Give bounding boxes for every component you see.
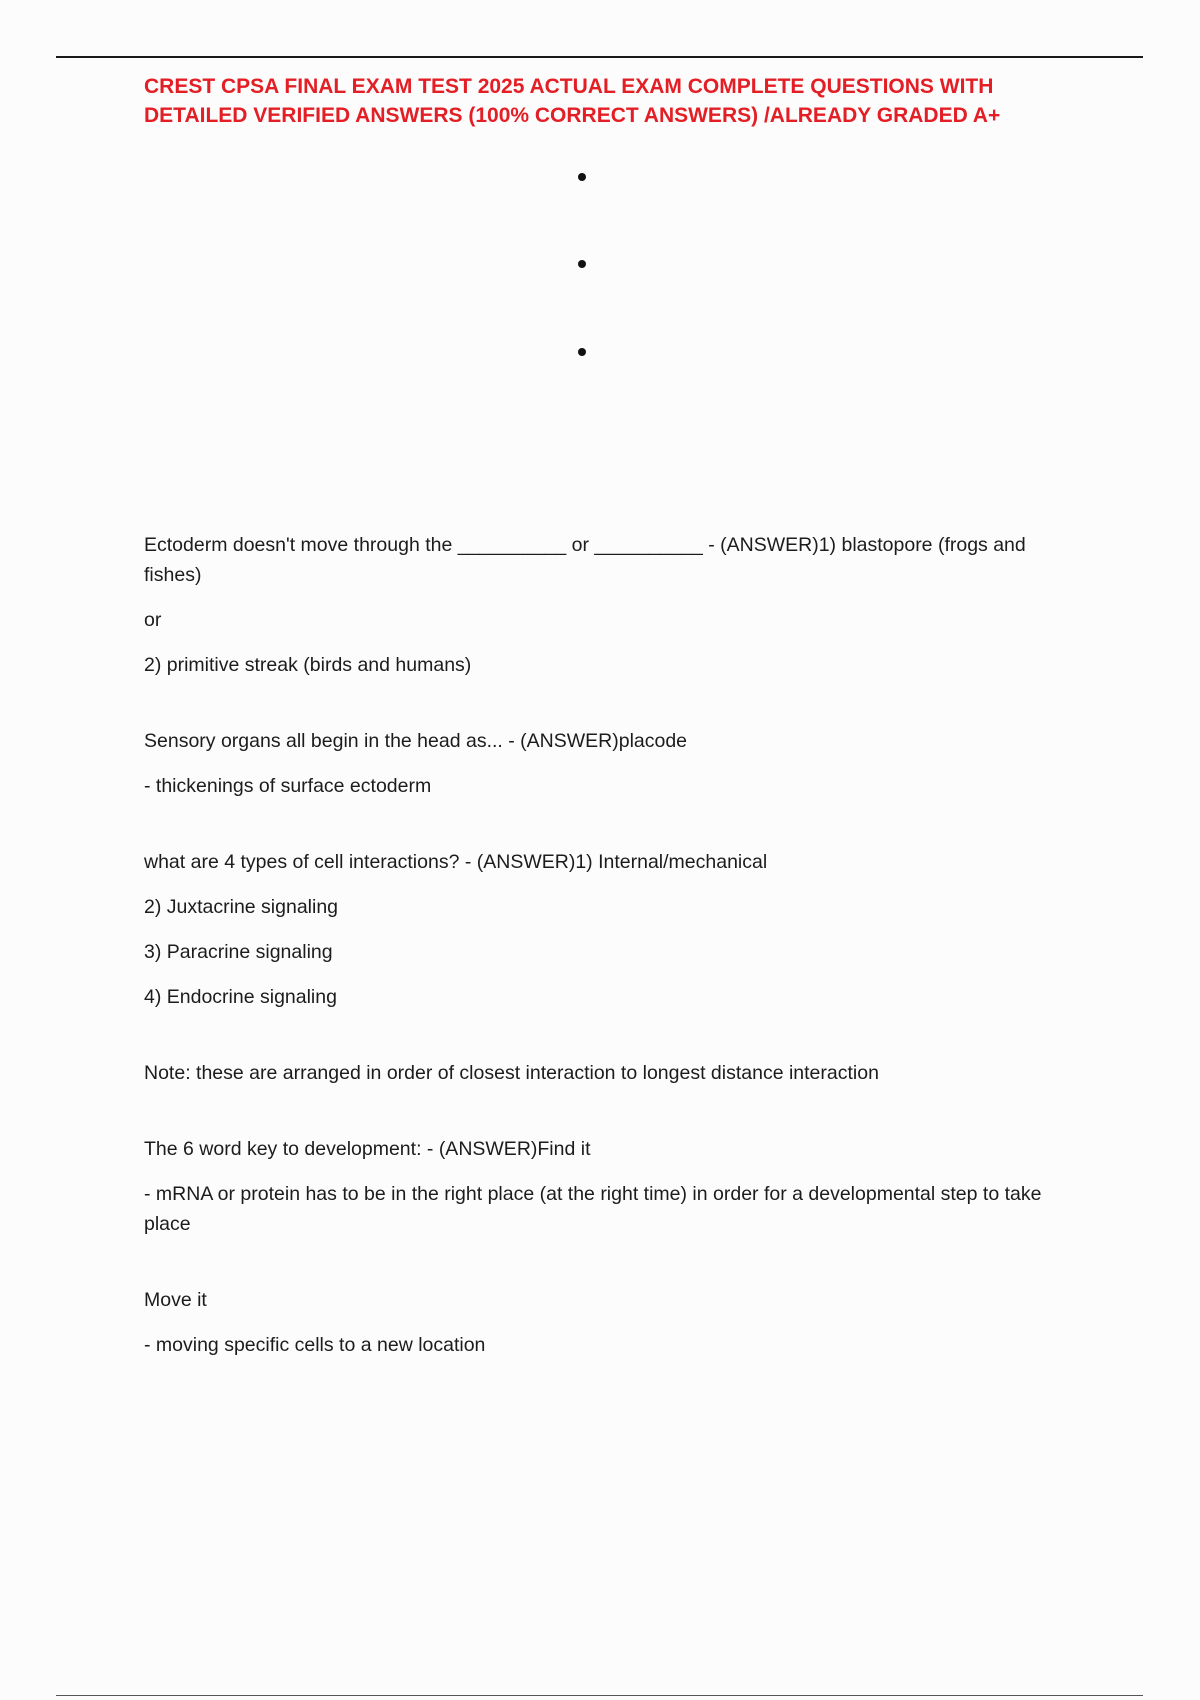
question-ectoderm: Ectoderm doesn't move through the __________ or __________ - (ANSWER)1) blastopore (frogs and fishes): [144, 534, 1026, 586]
document-body: [144, 530, 1064, 1375]
top-rule: [56, 56, 1143, 58]
answer-line: 2) primitive streak (birds and humans): [144, 654, 472, 676]
question-key-to-development: The 6 word key to development: - (ANSWER)Find it: [144, 1138, 591, 1160]
bottom-rule: [56, 1695, 1143, 1696]
document-title: CREST CPSA FINAL EXAM TEST 2025 ACTUAL EXAM COMPLETE QUESTIONS WITH DETAILED VERIFIED ANSWERS (100% CORRECT ANSWERS) /ALREADY GRADED A+: [144, 75, 1001, 127]
bullet-icon: [578, 260, 586, 268]
answer-line: 2) Juxtacrine signaling: [144, 896, 339, 918]
answer-line: Move it: [144, 1289, 207, 1311]
bullet-icon: [578, 173, 586, 181]
question-cell-interactions: what are 4 types of cell interactions? - (ANSWER)1) Internal/mechanical: [144, 851, 768, 873]
answer-line: 3) Paracrine signaling: [144, 941, 333, 963]
note-line: Note: these are arranged in order of closest interaction to longest distance interaction: [144, 1062, 879, 1084]
answer-line: 4) Endocrine signaling: [144, 986, 337, 1008]
answer-line: - moving specific cells to a new location: [144, 1334, 486, 1356]
question-sensory-organs: Sensory organs all begin in the head as... - (ANSWER)placode: [144, 730, 688, 752]
answer-line: - thickenings of surface ectoderm: [144, 775, 432, 797]
bullet-icon: [578, 348, 586, 356]
answer-line: - mRNA or protein has to be in the right place (at the right time) in order for a developmental step to take place: [144, 1183, 1042, 1235]
answer-line: or: [144, 609, 162, 631]
